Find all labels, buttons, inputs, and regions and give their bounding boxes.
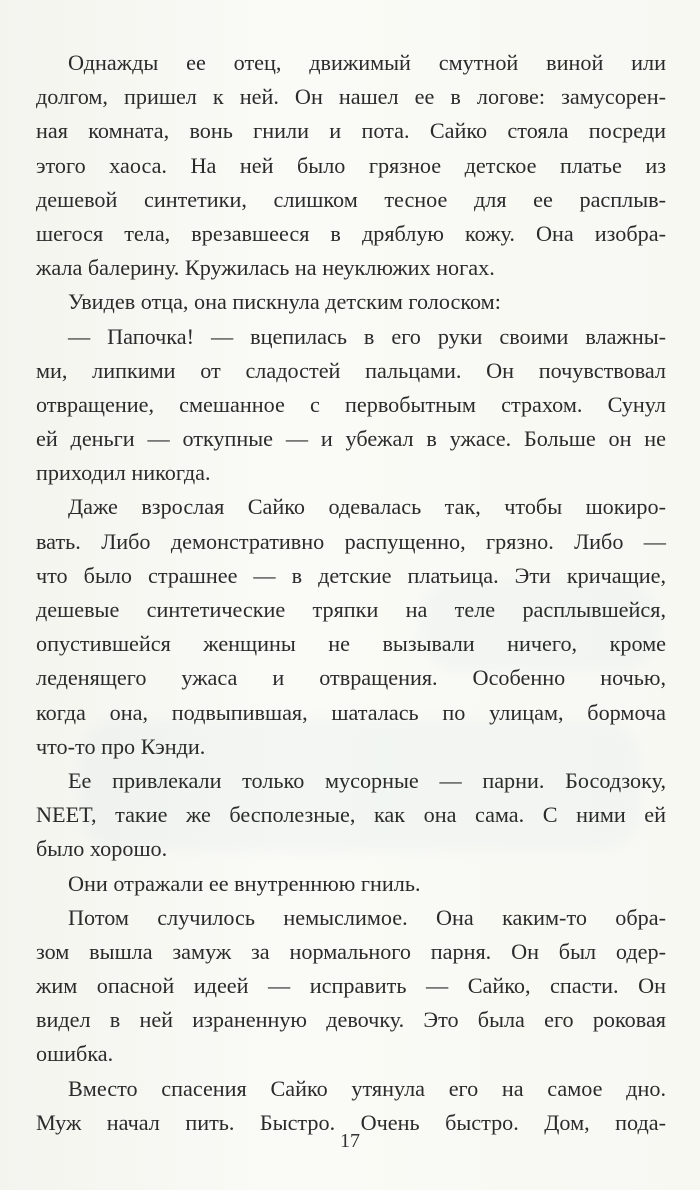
text-line: — Папочка! — вцепилась в его руки своими влажны-	[68, 323, 666, 349]
text-line: приходил никогда.	[36, 460, 211, 486]
text-line: ми, липкими от сладостей пальцами. Он почувствовал	[36, 357, 666, 383]
text-line: когда она, подвыпившая, шаталась по улицам, бормоча	[36, 699, 666, 725]
text-line: отвращение, смешанное с первобытным страхом. Сунул	[36, 391, 666, 417]
text-line: леденящего ужаса и отвращения. Особенно ночью,	[36, 665, 666, 691]
text-line: опустившейся женщины не вызывали ничего, кроме	[36, 631, 666, 657]
text-line: жим опасной идеей — исправить — Сайко, спасти. Он	[36, 973, 666, 999]
text-line: ошибка.	[36, 1041, 114, 1067]
text-line: ная комната, вонь гнили и пота. Сайко стояла посреди	[36, 118, 666, 144]
text-line: дешевые синтетические тряпки на теле расплывшейся,	[36, 597, 666, 622]
text-line: NEET, такие же бесполезные, как она сама. С ними ей	[36, 802, 666, 828]
text-line: видел в ней израненную девочку. Это была его роковая	[36, 1007, 666, 1033]
page-number: 17	[340, 1130, 360, 1152]
text-line: Увидев отца, она пискнула детским голоском:	[68, 289, 501, 315]
text-line: Потом случилось немыслимое. Она каким-то обра-	[68, 904, 666, 930]
text-line: Они отражали ее внутреннюю гниль.	[68, 870, 421, 896]
body-text	[36, 46, 666, 1140]
text-line: долгом, пришел к ней. Он нашел ее в логове: замусорен-	[36, 84, 666, 110]
text-line: дешевой синтетики, слишком тесное для ее расплыв-	[36, 186, 666, 212]
text-line: Муж начал пить. Быстро. Очень быстро. Дом, пода-	[36, 1109, 666, 1135]
text-line: что-то про Кэнди.	[36, 733, 206, 759]
text-line: Однажды ее отец, движимый смутной виной или	[68, 50, 666, 75]
text-line: что было страшнее — в детские платьица. Эти кричащие,	[36, 562, 666, 588]
text-line: шегося тела, врезавшееся в дряблую кожу. Она изобра-	[36, 220, 666, 246]
text-line: Даже взрослая Сайко одевалась так, чтобы шокиро-	[68, 494, 666, 520]
text-line: жала балерину. Кружилась на неуклюжих ногах.	[36, 255, 495, 281]
text-line: этого хаоса. На ней было грязное детское платье из	[36, 152, 666, 178]
text-line: вать. Либо демонстративно распущенно, грязно. Либо —	[36, 528, 666, 554]
text-line: Ее привлекали только мусорные — парни. Босодзоку,	[68, 767, 666, 793]
text-line: зом вышла замуж за нормального парня. Он был одер-	[36, 938, 666, 964]
text-line: ей деньги — откупные — и убежал в ужасе. Больше он не	[36, 426, 666, 452]
text-line: было хорошо.	[36, 836, 168, 862]
text-line: Вместо спасения Сайко утянула его на самое дно.	[68, 1075, 666, 1101]
